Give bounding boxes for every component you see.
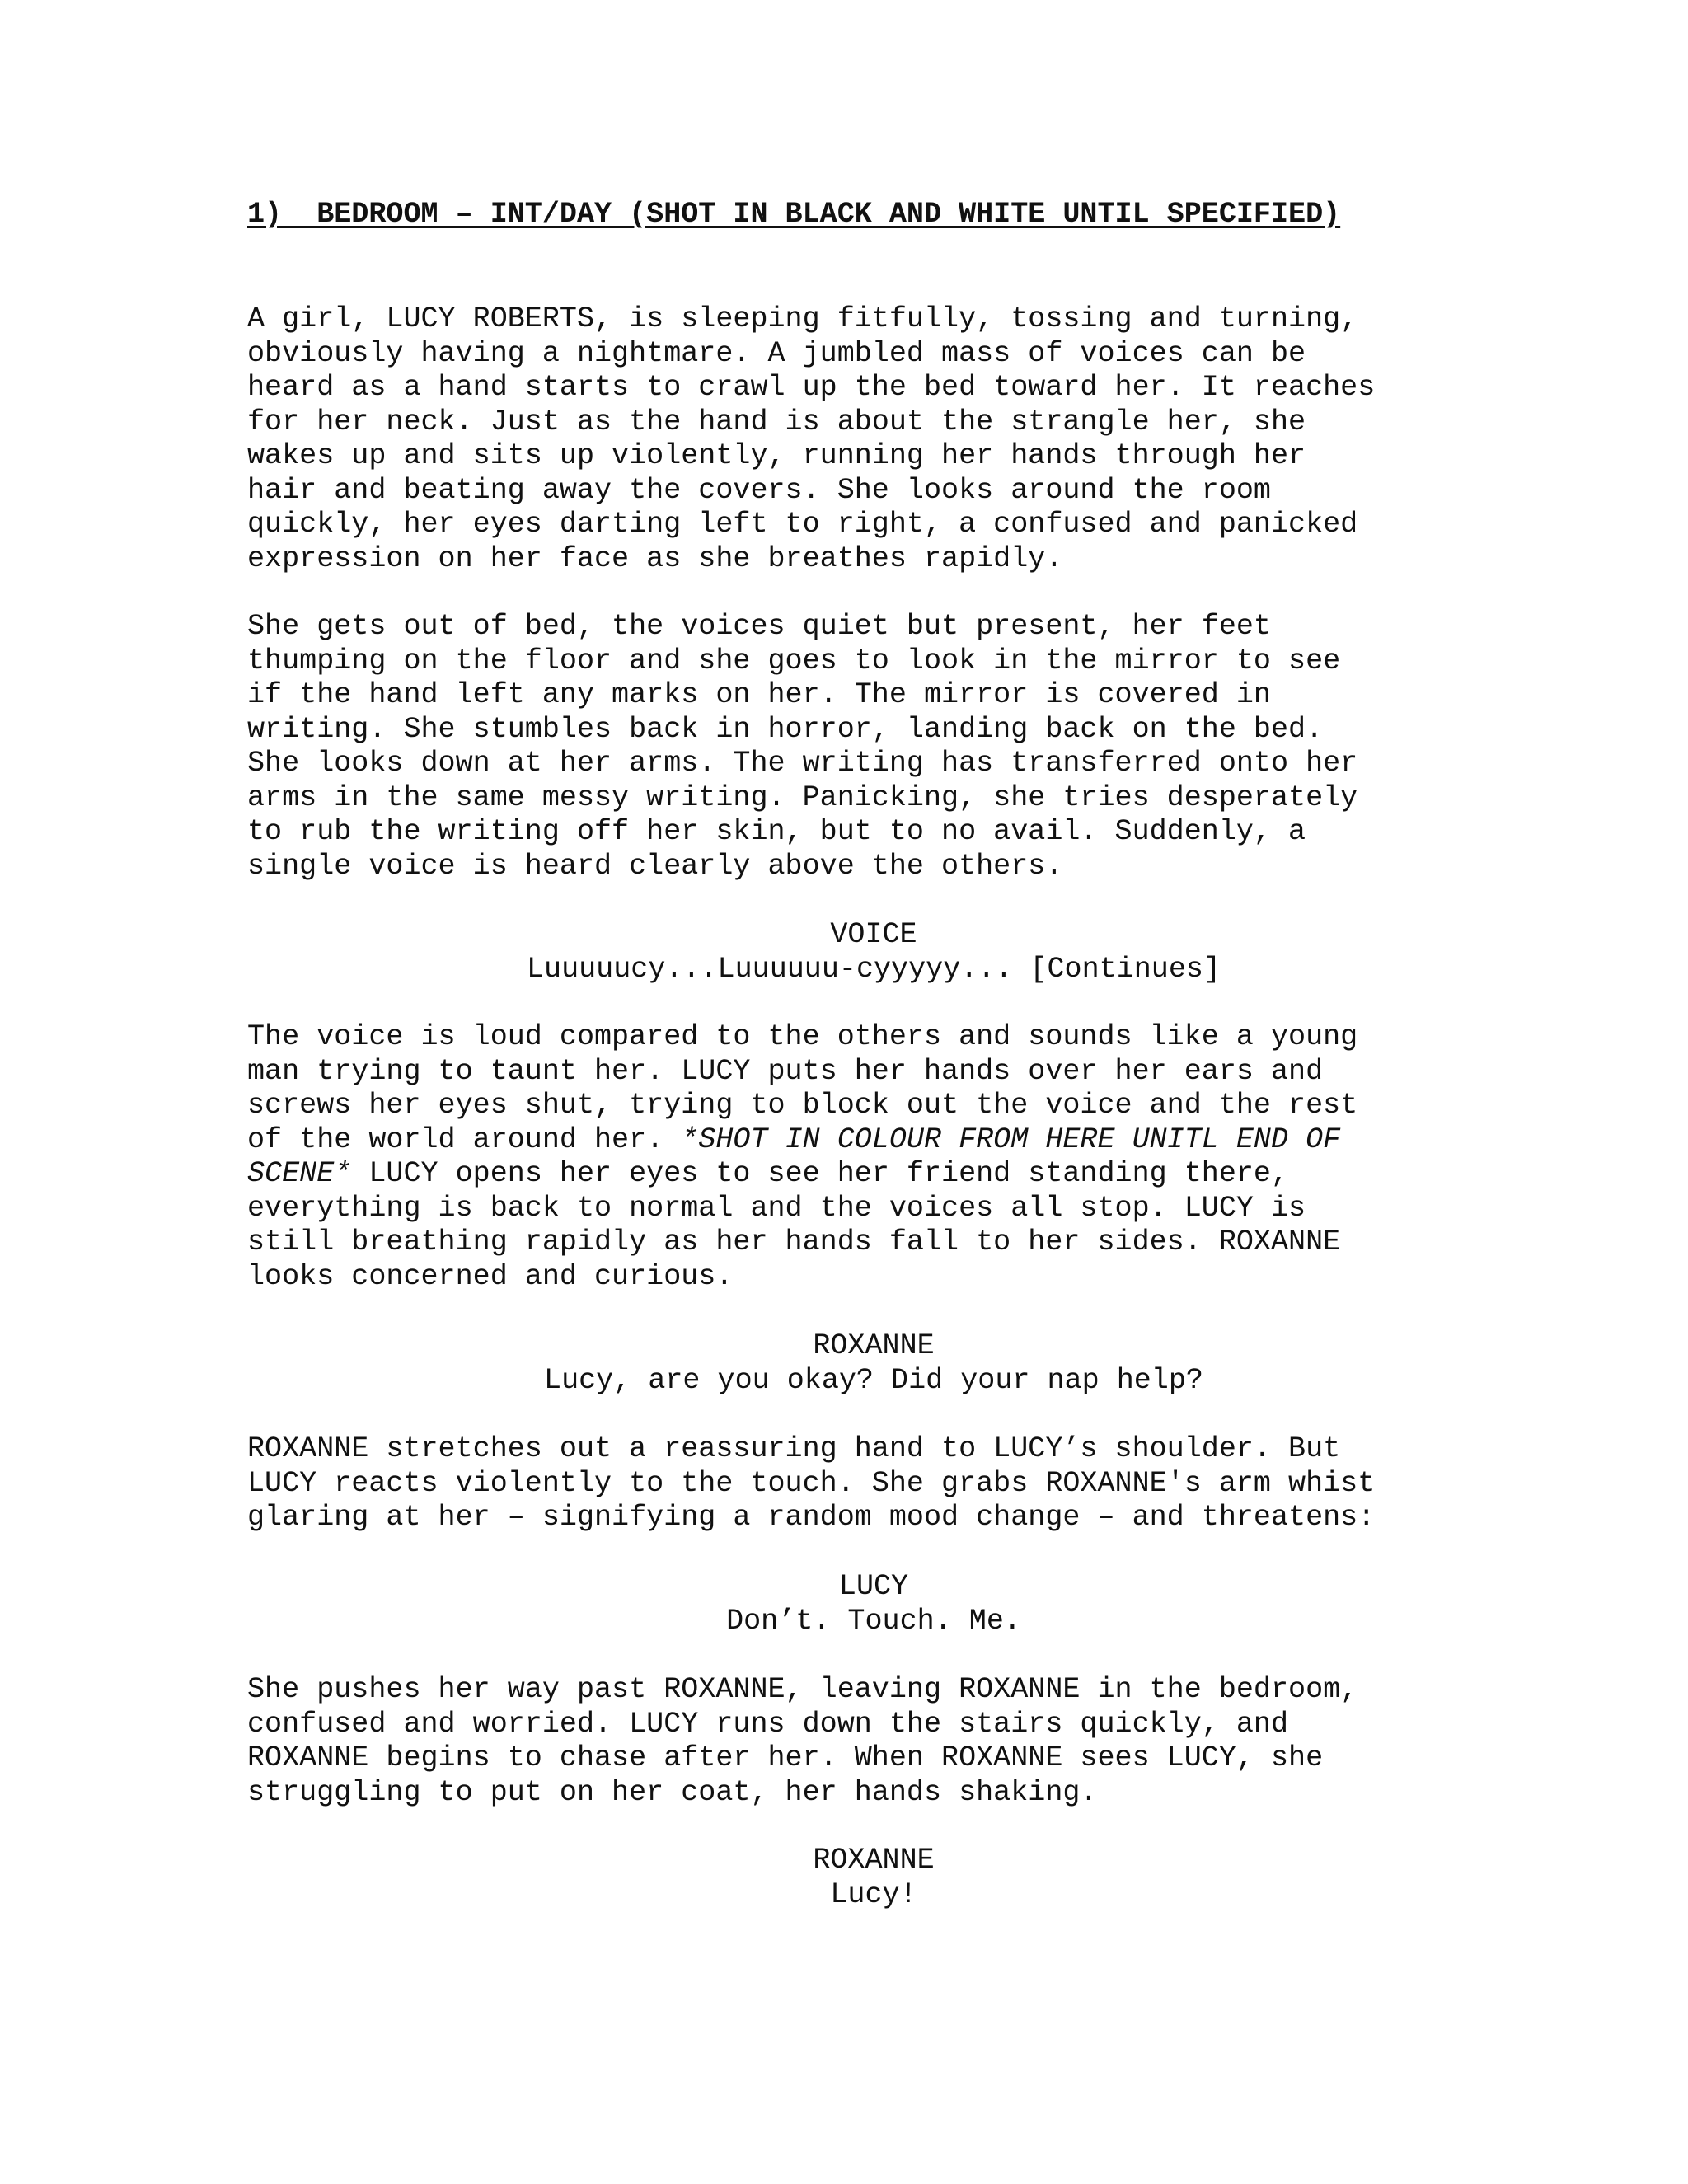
action-line: struggling to put on her coat, her hands shaking.: [247, 1775, 1098, 1809]
action-line: [247, 1157, 1288, 1192]
dialogue-line: Luuuuucy...Luuuuuu-cyyyyy... [Continues]: [526, 952, 1221, 986]
dialogue-line: Lucy!: [830, 1877, 917, 1911]
action-line: thumping on the floor and she goes to look in the mirror to see: [247, 644, 1341, 677]
action-line: screws her eyes shut, trying to block out the voice and the rest: [247, 1089, 1358, 1122]
character-name: ROXANNE: [813, 1329, 935, 1362]
action-line: writing. She stumbles back in horror, landing back on the bed.: [247, 712, 1324, 746]
character-name: LUCY: [838, 1570, 909, 1603]
action-line: for her neck. Just as the hand is about the strangle her, she: [247, 405, 1306, 438]
action-line: glaring at her – signifying a random mood change – and threatens:: [247, 1501, 1376, 1534]
action-text: of the world around her.: [247, 1122, 682, 1156]
shot-direction-text: SCENE*: [247, 1157, 352, 1190]
action-line: confused and worried. LUCY runs down the stairs quickly, and: [247, 1707, 1289, 1741]
action-line: hair and beating away the covers. She looks around the room: [247, 473, 1271, 507]
action-text: LUCY opens her eyes to see her friend standing there,: [351, 1157, 1289, 1190]
action-line: She looks down at her arms. The writing has transferred onto her: [247, 747, 1358, 780]
action-line: to rub the writing off her skin, but to no avail. Suddenly, a: [247, 815, 1306, 848]
action-line: quickly, her eyes darting left to right, a confused and panicked: [247, 508, 1358, 541]
action-line: everything is back to normal and the voices all stop. LUCY is: [247, 1191, 1306, 1225]
action-line: She pushes her way past ROXANNE, leaving ROXANNE in the bedroom,: [247, 1673, 1358, 1706]
action-line: ROXANNE begins to chase after her. When ROXANNE sees LUCY, she: [247, 1741, 1324, 1774]
scene-heading: 1) BEDROOM – INT/DAY (SHOT IN BLACK AND WHITE UNTIL SPECIFIED): [247, 198, 1341, 231]
action-line: A girl, LUCY ROBERTS, is sleeping fitfully, tossing and turning,: [247, 302, 1358, 335]
action-line: still breathing rapidly as her hands fall to her sides. ROXANNE: [247, 1226, 1341, 1258]
action-line: obviously having a nightmare. A jumbled mass of voices can be: [247, 336, 1306, 370]
character-name: ROXANNE: [813, 1844, 935, 1877]
shot-direction-text: *SHOT IN COLOUR FROM HERE UNITL END OF: [681, 1122, 1341, 1156]
dialogue-line: Lucy, are you okay? Did your nap help?: [544, 1363, 1203, 1397]
character-name: VOICE: [830, 918, 917, 951]
action-line: single voice is heard clearly above the others.: [247, 849, 1063, 883]
action-line: arms in the same messy writing. Panicking, she tries desperately: [247, 780, 1358, 814]
action-line: LUCY reacts violently to the touch. She grabs ROXANNE's arm whist: [247, 1466, 1376, 1500]
dialogue-line: Don’t. Touch. Me.: [726, 1604, 1021, 1638]
action-line: ROXANNE stretches out a reassuring hand to LUCY’s shoulder. But: [247, 1432, 1341, 1465]
action-line: The voice is loud compared to the others and sounds like a young: [247, 1020, 1358, 1053]
action-line: if the hand left any marks on her. The mirror is covered in: [247, 678, 1271, 711]
action-line: wakes up and sits up violently, running her hands through her: [247, 439, 1306, 472]
action-line: She gets out of bed, the voices quiet but present, her feet: [247, 610, 1271, 643]
action-line: looks concerned and curious.: [247, 1259, 734, 1293]
action-line: man trying to taunt her. LUCY puts her hands over her ears and: [247, 1054, 1324, 1088]
action-line: heard as a hand starts to crawl up the bed toward her. It reaches: [247, 371, 1376, 404]
action-line: [247, 1123, 1340, 1158]
action-line: expression on her face as she breathes rapidly.: [247, 541, 1063, 575]
